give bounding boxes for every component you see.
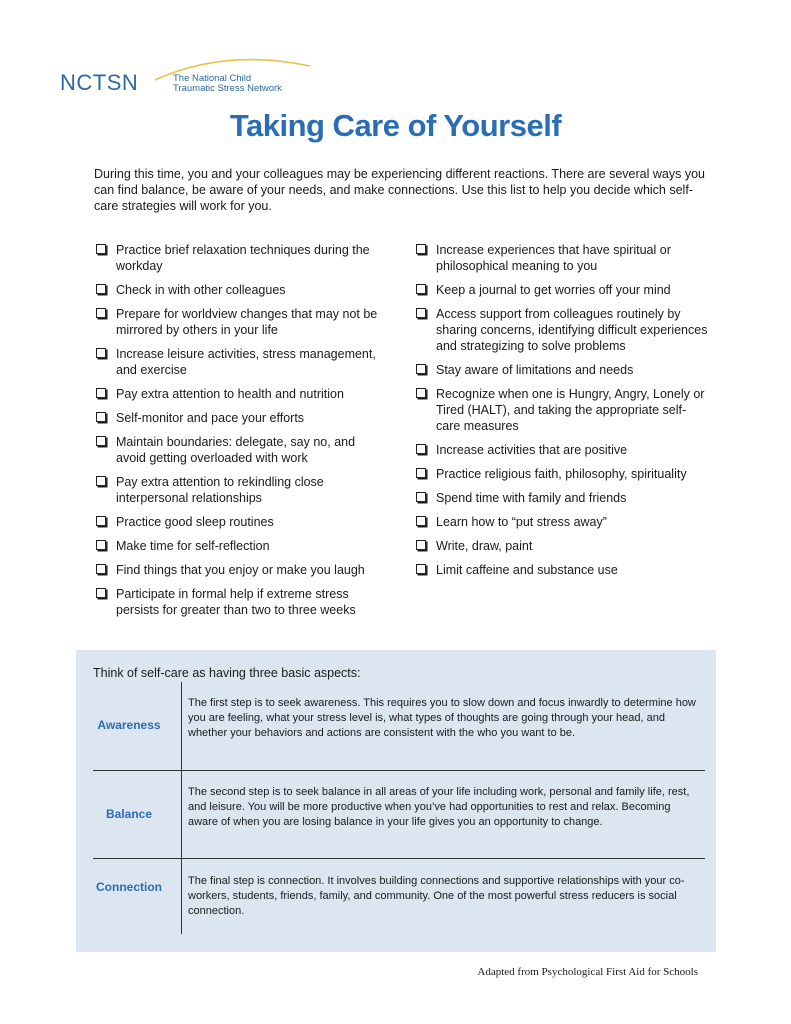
logo-org-name — [173, 74, 282, 94]
checklist-left — [96, 242, 386, 626]
aspects-intro: Think of self-care as having three basic aspects: — [93, 666, 361, 680]
checklist-item-text: Increase leisure activities, stress management, and exercise — [116, 347, 376, 377]
checklist-item — [96, 514, 386, 530]
checklist-item — [96, 306, 386, 338]
checkbox-icon — [416, 444, 426, 454]
checkbox-icon — [96, 476, 106, 486]
checklist-item — [416, 442, 708, 458]
checklist-item-text: Check in with other colleagues — [116, 283, 286, 297]
checklist-item-text: Pay extra attention to health and nutrition — [116, 387, 344, 401]
checklist-item — [416, 242, 708, 274]
checklist-item-text: Increase experiences that have spiritual or philosophical meaning to you — [436, 243, 671, 273]
checklist-item — [416, 362, 708, 378]
checklist-item-text: Write, draw, paint — [436, 539, 533, 553]
checklist-item — [96, 386, 386, 402]
nctsn-logo — [60, 52, 320, 112]
checklist-item-text: Spend time with family and friends — [436, 491, 627, 505]
checkbox-icon — [96, 436, 106, 446]
checklist-item — [96, 562, 386, 578]
checklist-item — [96, 282, 386, 298]
checkbox-icon — [416, 540, 426, 550]
aspect-label-connection: Connection — [96, 880, 162, 894]
checklist-item — [96, 242, 386, 274]
checkbox-icon — [416, 516, 426, 526]
checklist-item-text: Participate in formal help if extreme stress persists for greater than two to three weeks — [116, 587, 356, 617]
checkbox-icon — [96, 388, 106, 398]
checkbox-icon — [416, 244, 426, 254]
logo-mark: NCTSN — [60, 70, 139, 95]
checklist-item — [96, 538, 386, 554]
aspect-label-awareness: Awareness — [97, 718, 161, 732]
checklist-item-text: Self-monitor and pace your efforts — [116, 411, 305, 425]
checklist-item-text: Find things that you enjoy or make you laugh — [116, 563, 365, 577]
checklist-item-text: Recognize when one is Hungry, Angry, Lonely or Tired (HALT), and taking the appropriate self-care measures — [436, 387, 705, 433]
checklist-item — [416, 514, 708, 530]
table-divider — [93, 858, 705, 859]
aspect-label-balance: Balance — [105, 807, 153, 821]
checklist-item-text: Pay extra attention to rekindling close interpersonal relationships — [116, 475, 324, 505]
table-divider — [93, 770, 705, 771]
checklist-item — [416, 466, 708, 482]
logo-org-line1: The National Child — [173, 73, 252, 84]
checkbox-icon — [416, 284, 426, 294]
page-title: Taking Care of Yourself — [229, 108, 562, 143]
aspect-text-connection: The final step is connection. It involves building connections and supportive relationships with your co-workers, students, friends, family, and community. One of the most powerful stress reducers is social connection. — [188, 875, 685, 917]
checklist-item — [416, 490, 708, 506]
checkbox-icon — [96, 284, 106, 294]
aspect-text-awareness: The first step is to seek awareness. This requires you to slow down and focus inwardly to determine how you are feeling, what your stress level is, what types of thoughts are going through your head, and whether your behaviors and actions are consistent with the who you want to be. — [188, 697, 696, 739]
checklist-item — [416, 282, 708, 298]
checkbox-icon — [416, 492, 426, 502]
checkbox-icon — [96, 244, 106, 254]
checklist-item — [416, 538, 708, 554]
checklist-item — [96, 586, 386, 618]
checkbox-icon — [96, 564, 106, 574]
logo-org-line2: Traumatic Stress Network — [173, 83, 282, 94]
checkbox-icon — [96, 516, 106, 526]
checklist-right — [416, 242, 708, 586]
checklist-item — [96, 474, 386, 506]
table-divider-vertical — [181, 682, 182, 934]
checklist-item-text: Stay aware of limitations and needs — [436, 363, 634, 377]
checklist-item-text: Increase activities that are positive — [436, 443, 628, 457]
checklist-item-text: Practice religious faith, philosophy, spirituality — [436, 467, 687, 481]
checklist-item — [416, 386, 708, 434]
checklist-item — [96, 434, 386, 466]
checklist-item-text: Prepare for worldview changes that may not be mirrored by others in your life — [116, 307, 378, 337]
checklist-item-text: Limit caffeine and substance use — [436, 563, 618, 577]
checkbox-icon — [416, 468, 426, 478]
checkbox-icon — [416, 564, 426, 574]
checklist-item-text: Practice brief relaxation techniques during the workday — [116, 243, 370, 273]
checkbox-icon — [96, 540, 106, 550]
checklist-item-text: Learn how to “put stress away” — [436, 515, 607, 529]
checklist-item — [96, 346, 386, 378]
checkbox-icon — [416, 364, 426, 374]
checklist-item-text: Access support from colleagues routinely by sharing concerns, identifying difficult experiences and strategizing to solve problems — [436, 307, 708, 353]
checkbox-icon — [96, 348, 106, 358]
checklist-item — [96, 410, 386, 426]
checkbox-icon — [416, 388, 426, 398]
aspects-panel — [76, 650, 716, 952]
checkbox-icon — [96, 588, 106, 598]
source-credit: Adapted from Psychological First Aid for Schools — [477, 966, 698, 978]
checklist-item — [416, 562, 708, 578]
checkbox-icon — [96, 308, 106, 318]
checklist-item-text: Keep a journal to get worries off your mind — [436, 283, 671, 297]
checkbox-icon — [416, 308, 426, 318]
checklist-item-text: Make time for self-reflection — [116, 539, 270, 553]
intro-paragraph: During this time, you and your colleagues may be experiencing different reactions. There are several ways you can find balance, be aware of your needs, and make connections. Use this list to help you decide which self-care strategies will work for you. — [94, 167, 705, 213]
checklist-item — [416, 306, 708, 354]
checklist-item-text: Practice good sleep routines — [116, 515, 274, 529]
checklist-item-text: Maintain boundaries: delegate, say no, and avoid getting overloaded with work — [116, 435, 356, 465]
aspect-text-balance: The second step is to seek balance in all areas of your life including work, personal and family life, rest, and leisure. You will be more productive when you’ve had opportunities to rest and relax. Becoming aware of when you are losing balance in your life gives you an opportunity to change. — [188, 786, 690, 828]
checkbox-icon — [96, 412, 106, 422]
